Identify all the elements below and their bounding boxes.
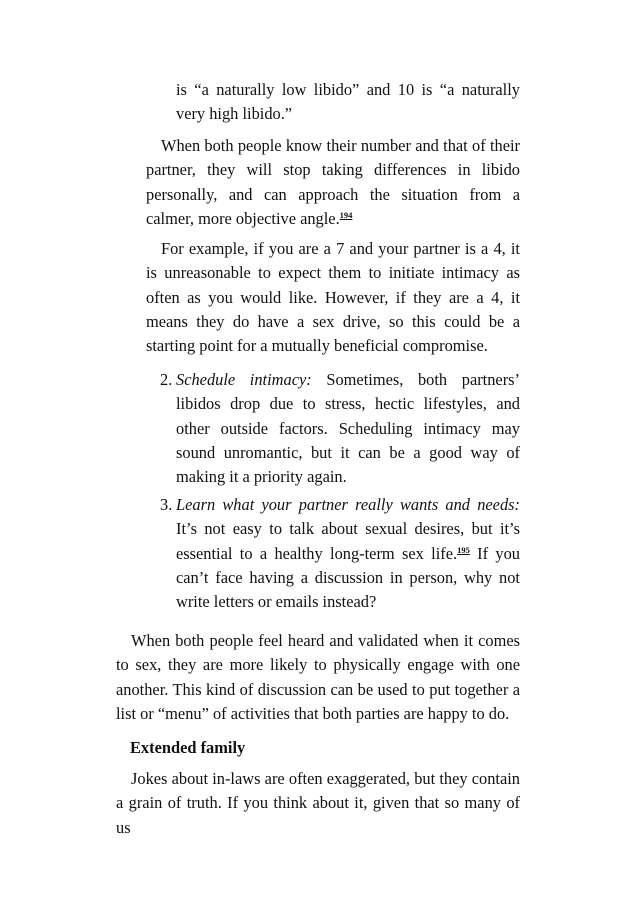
list-item-learn-partner (160, 493, 520, 614)
footnote-195-link[interactable]: 195 (457, 544, 470, 555)
paragraph-libido-number (146, 134, 520, 231)
list-item-text: If you can’t face having a discussion in person, why not write letters or emails instead? (176, 543, 520, 612)
list-number: 3. (160, 495, 173, 514)
paragraph-example: For example, if you are a 7 and your partner is a 4, it is unreasonable to expect them to initiate intimacy as often as you would like. However, if they are a 4, it means they do have a sex drive, so this could be a starting point for a mutually beneficial compromise. (146, 239, 520, 356)
list-item-text: Sometimes, both partners’ libidos drop due to stress, hectic lifestyles, and other outside factors. Scheduling intimacy may sound unromantic, but it can be a good way of making it a priority again. (176, 370, 521, 487)
paragraph-in-laws: Jokes about in-laws are often exaggerated, but they contain a grain of truth. If you think about it, given that so many of us (116, 769, 520, 837)
list-number: 2. (160, 370, 173, 389)
footnote-194-link[interactable]: 194 (339, 209, 353, 220)
list-item-title: Schedule intimacy: (176, 370, 312, 389)
paragraph-text: When both people know their number and that of their partner, they will stop taking differences in libido personally, and can approach the situation from a calmer, more objective angle. (146, 136, 520, 228)
list-item-text: It’s not easy to talk about sexual desires, but it’s essential to a healthy long-term sex life. (176, 519, 520, 563)
list-item-title: Learn what your partner really wants and needs: (176, 495, 520, 514)
list-item-schedule-intimacy (160, 368, 521, 489)
section-heading: Extended family (130, 738, 246, 757)
paragraph-heard-validated: When both people feel heard and validated when it comes to sex, they are more likely to physically engage with one another. This kind of discussion can be used to put together a list or “menu” of activities that both parties are happy to do. (116, 631, 520, 723)
list-item-continuation: is “a naturally low libido” and 10 is “a naturally very high libido.” (176, 80, 520, 124)
